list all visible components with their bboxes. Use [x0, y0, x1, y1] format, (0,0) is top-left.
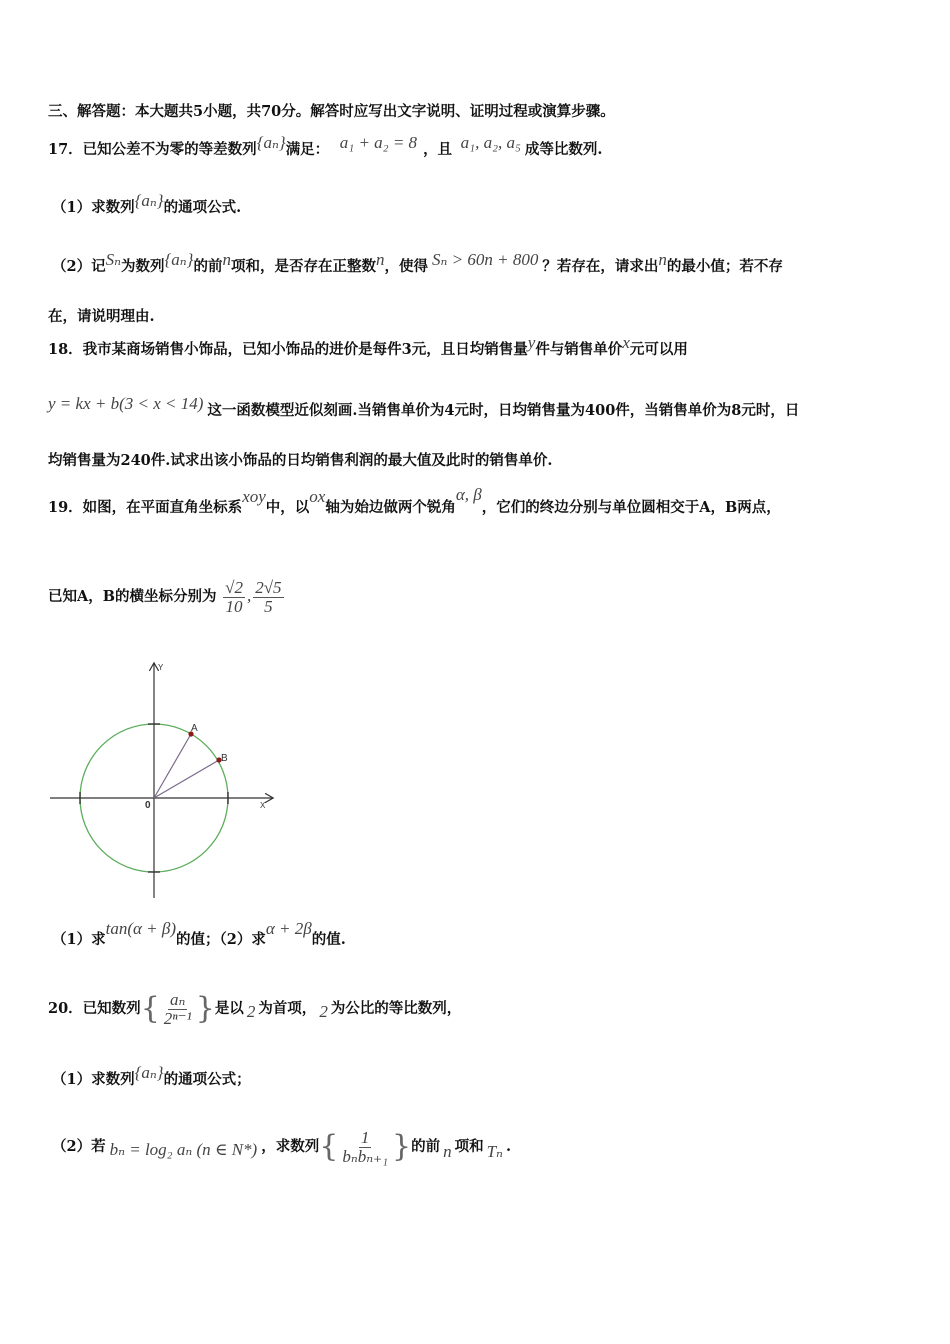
label-b: B — [221, 753, 228, 764]
q20-p2-c: 的前 — [411, 1138, 441, 1155]
q18-x: x — [622, 333, 630, 352]
q17-p2-b: 为数列 — [120, 258, 165, 275]
q19-subquestions — [52, 919, 346, 950]
q17-sn-ineq: Sₙ > 60n + 800 — [431, 250, 539, 269]
q19-xa-frac — [223, 579, 245, 616]
q17-n2: n — [375, 250, 385, 269]
q19-xb-num: 2√5 — [255, 577, 282, 597]
q20-frac-den: 2ⁿ⁻¹ — [163, 1008, 192, 1028]
q19-angle-expr: α + 2β — [265, 919, 312, 938]
q17-n1: n — [222, 250, 231, 269]
q17-part1 — [52, 191, 242, 218]
q20-p2-a: （2）若 — [52, 1138, 106, 1155]
q20-part2 — [52, 1124, 511, 1169]
label-a: A — [191, 723, 198, 734]
q19-sub-b: 的值；（2）求 — [176, 931, 266, 948]
q20-line1-c: 为首项， — [258, 1000, 317, 1017]
q17-p2-f: ？若存在，请求出 — [542, 258, 659, 275]
q17-terms: a₁, a₂, a₅ — [460, 133, 521, 152]
q20-p2-d: 项和 — [454, 1138, 484, 1155]
q17-p2-e: ，使得 — [384, 258, 428, 275]
q18-line1 — [48, 333, 688, 360]
q17-seq-an: {aₙ} — [256, 133, 286, 152]
q19-angles: α, β — [455, 485, 482, 504]
q17-p2-d: 项和，是否存在正整数 — [230, 258, 376, 275]
q19-line1-c: 轴为始边做两个锐角 — [325, 499, 456, 516]
q19-xb-den: 5 — [264, 596, 273, 616]
q18-line2-text: 这一函数模型近似刻画.当销售单价为4元时，日均销售量为400件，当销售单价为8元时，日 — [207, 402, 800, 419]
q20-ratio: 2 — [319, 1002, 328, 1021]
q19-xoy: xoy — [242, 487, 266, 506]
q19-xb-frac — [253, 579, 283, 616]
q18-model: y = kx + b(3 < x < 14) — [48, 394, 204, 413]
q19-comma: , — [246, 586, 252, 605]
q19-tan: tan(α + β) — [105, 919, 177, 938]
q20-recip-frac — [340, 1129, 390, 1166]
q17-p2-g: 的最小值；若不存 — [666, 258, 783, 275]
q20-recip-num: 1 — [360, 1127, 370, 1147]
q18-y: y — [527, 333, 536, 352]
section-header: 三、解答题：本大题共5小题，共70分。解答时应写出文字说明、证明过程或演算步骤。 — [48, 103, 615, 120]
q19-line1 — [48, 485, 781, 518]
q17-sn: Sₙ — [105, 250, 121, 269]
q17-p2-c: 的前 — [193, 258, 223, 275]
q18-line3: 均销售量为240件.试求出该小饰品的日均销售利润的最大值及此时的销售单价. — [48, 452, 553, 469]
q17-stem-mid2: ，且 — [423, 141, 453, 158]
q19-xa-den: 10 — [225, 596, 243, 616]
q20-n: n — [443, 1142, 452, 1161]
q19-sub-c: 的值. — [311, 931, 346, 948]
q17-p1-prefix: （1）求数列 — [52, 199, 135, 216]
q19-line2 — [48, 576, 286, 617]
q19-ox: ox — [309, 487, 326, 506]
q20-recip-den: bₙbₙ₊₁ — [342, 1146, 388, 1166]
ray-a — [154, 734, 191, 798]
q20-line1-a: 20．已知数列 — [48, 1000, 141, 1017]
q17-p2-a: （2）记 — [52, 258, 106, 275]
label-origin: 0 — [145, 800, 151, 811]
q19-line2-text: 已知A，B的横坐标分别为 — [48, 588, 217, 605]
q20-part1 — [52, 1063, 251, 1090]
q17-p1-seq: {aₙ} — [134, 191, 164, 210]
q18-line1-c: 元可以用 — [629, 341, 688, 358]
q17-eq-sum: a₁ + a₂ = 8 — [339, 133, 418, 152]
q17-p2-seq: {aₙ} — [164, 250, 194, 269]
q18-line1-b: 件与销售单价 — [535, 341, 623, 358]
q20-p1-b: 的通项公式； — [163, 1071, 251, 1088]
q20-p2-e: . — [505, 1138, 512, 1155]
q17-p1-end: 的通项公式. — [163, 199, 242, 216]
q20-line1-d: 为公比的等比数列， — [330, 1000, 462, 1017]
q20-p2-b: ，求数列 — [261, 1138, 320, 1155]
q20-brace2-right: } — [392, 1129, 412, 1164]
q17-stem-mid: 满足： — [285, 141, 330, 158]
unit-circle-figure — [44, 658, 284, 903]
q20-first-term: 2 — [246, 1002, 256, 1021]
q20-brace-right: } — [195, 991, 215, 1026]
q20-tn: Tₙ — [486, 1142, 503, 1161]
q17-stem-prefix: 17．已知公差不为零的等差数列 — [48, 141, 257, 158]
q20-line1 — [48, 988, 461, 1029]
q20-bn-def: bₙ = log₂ aₙ (n ∈ N*) — [109, 1140, 258, 1159]
q18-line1-a: 18．我市某商场销售小饰品，已知小饰品的进价是每件3元，且日均销售量 — [48, 341, 528, 358]
label-y: Y — [158, 663, 164, 672]
q17-part2-cont: 在，请说明理由. — [48, 308, 155, 325]
label-x: X — [260, 801, 266, 810]
q20-frac-num: aₙ — [170, 989, 186, 1009]
q19-sub-a: （1）求 — [52, 931, 106, 948]
q20-brace-left: { — [140, 991, 160, 1026]
q17-part2 — [52, 250, 783, 277]
q17-stem — [48, 133, 603, 160]
ray-b — [154, 760, 219, 798]
q20-p1-seq: {aₙ} — [134, 1063, 164, 1082]
q17-n3: n — [658, 250, 667, 269]
q20-brace2-left: { — [319, 1129, 339, 1164]
q20-line1-b: 是以 — [214, 1000, 244, 1017]
q18-line2 — [48, 394, 800, 421]
q19-line1-d: ，它们的终边分别与单位圆相交于A，B两点， — [481, 499, 781, 516]
q19-xa-num: √2 — [225, 577, 243, 597]
q17-stem-end: 成等比数列. — [524, 141, 603, 158]
q20-frac — [162, 991, 194, 1028]
q19-line1-b: 中，以 — [265, 499, 310, 516]
q19-line1-a: 19．如图，在平面直角坐标系 — [48, 499, 243, 516]
q20-p1-a: （1）求数列 — [52, 1071, 135, 1088]
